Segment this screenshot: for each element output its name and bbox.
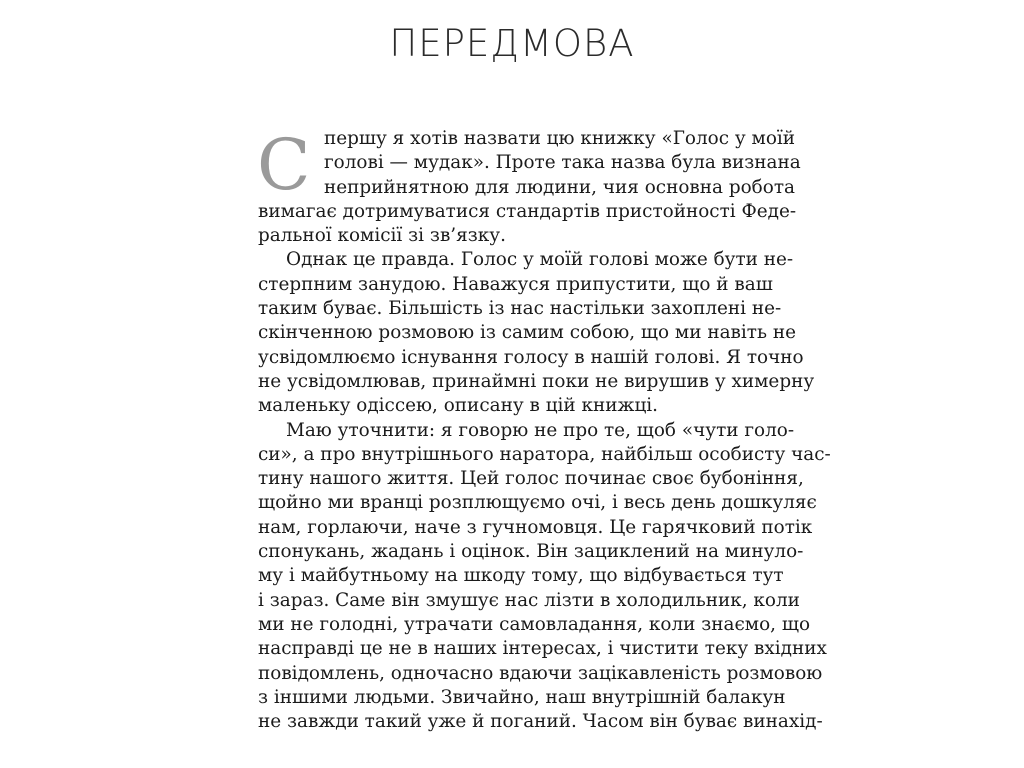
text-line: скінченною розмовою із самим собою, що ми навіть не [258, 322, 796, 344]
text-line: з іншими людьми. Звичайно, наш внутрішній балакун [258, 686, 786, 708]
text-line: спонукань, жадань і оцінок. Він зациклений на минуло- [258, 541, 804, 563]
text-line: ми не голодні, утрачати самовладання, коли знаємо, що [258, 613, 811, 635]
text-line: першу я хотів назвати цю книжку «Голос у моїй [324, 128, 796, 149]
text-line: насправді це не в наших інтересах, і чистити теку вхідних [258, 638, 827, 660]
text-line: не усвідомлював, принаймні поки не вирушив у химерну [258, 370, 815, 392]
text-line: таким буває. Більшість із нас настільки захоплені не- [258, 298, 782, 320]
text-line: усвідомлюємо існування голосу в нашій голові. Я точно [258, 346, 804, 368]
text-line: си», а про внутрішнього наратора, найбільш особисту час- [258, 443, 831, 465]
text-line: му і майбутньому на шкоду тому, що відбувається тут [258, 565, 784, 587]
text-line: щойно ми вранці розплющуємо очі, і весь день дошкуляє [258, 492, 817, 514]
text-line: вимагає дотримуватися стандартів пристойності Феде- [258, 200, 797, 222]
body-text [257, 124, 831, 734]
drop-cap: С [257, 124, 311, 206]
text-line: неприйнятною для людини, чия основна робота [324, 176, 795, 198]
text-line: Однак це правда. Голос у моїй голові може бути не- [286, 249, 794, 271]
text-line: голові — мудак». Проте така назва була визнана [324, 152, 801, 174]
text-line: маленьку одіссею, описану в цій книжці. [258, 395, 658, 417]
text-line: і зараз. Саме він змушує нас лізти в холодильник, коли [258, 589, 800, 611]
text-line: тину нашого життя. Цей голос починає своє бубоніння, [258, 468, 804, 490]
text-line: нам, горлаючи, наче з гучномовця. Це гарячковий потік [258, 516, 813, 538]
text-line: ральної комісії зі зв’язку. [258, 225, 506, 247]
text-line: Маю уточнити: я говорю не про те, щоб «чути голо- [286, 419, 795, 441]
text-line: не завжди такий уже й поганий. Часом він буває винахід- [258, 711, 823, 733]
text-line: стерпним занудою. Наважуся припустити, що й ваш [258, 273, 773, 295]
text-line: повідомлень, одночасно вдаючи зацікавленість розмовою [258, 662, 823, 684]
page-title: ПЕРЕДМОВА [389, 22, 635, 65]
